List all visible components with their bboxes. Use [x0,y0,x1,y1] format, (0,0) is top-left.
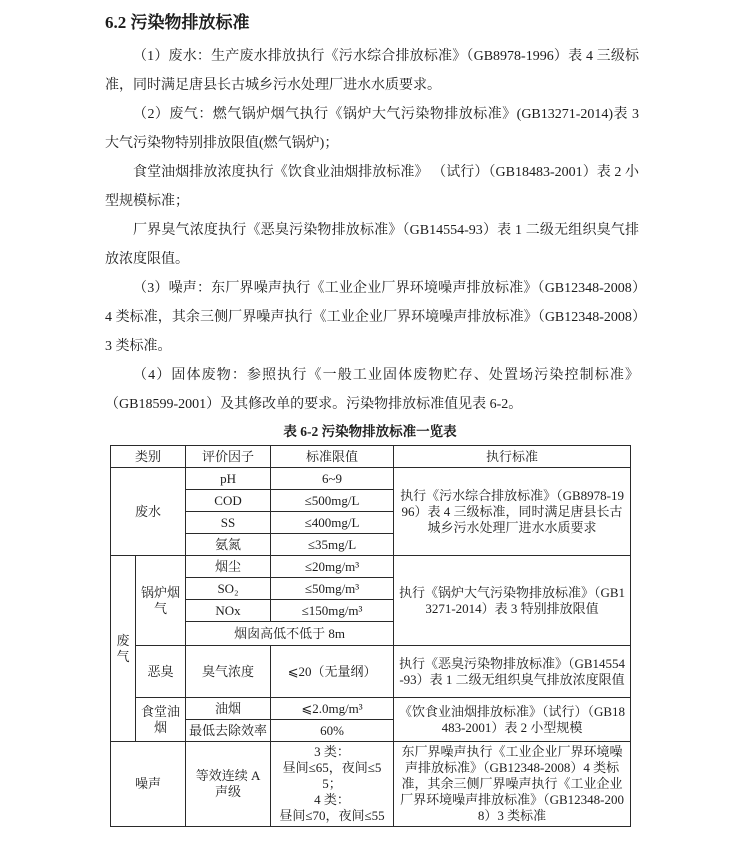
factor-cell-removal-efficiency: 最低去除效率 [186,720,271,742]
factor-cell-so2: SO₂ [186,578,271,600]
category-cell-noise: 噪声 [111,742,186,827]
factor-cell-ammonia: 氨氮 [186,534,271,556]
category-cell-wastewater: 废水 [111,468,186,556]
paragraph-odor: 厂界臭气浓度执行《恶臭污染物排放标准》（GB14554-93）表 1 二级无组织臭气排放浓度限值。 [105,223,639,267]
pollutant-standards-table [110,445,631,827]
header-cell-category: 类别 [111,446,186,468]
limit-cell-nox: ≤150mg/m³ [271,600,394,622]
limit-cell-noise [271,742,394,827]
limit-cell-ammonia: ≤35mg/L [271,534,394,556]
header-cell-standard: 执行标准 [394,446,631,468]
table-row-noise [111,742,631,827]
paragraph-waste-gas: （2）废气：燃气锅炉烟气执行《锅炉大气污染物排放标准》(GB13271-2014)表 3 大气污染物特别排放限值(燃气锅炉)； [105,107,639,151]
paragraph-wastewater: （1）废水：生产废水排放执行《污水综合排放标准》（GB8978-1996）表 4 三级标准，同时满足唐县长古城乡污水处理厂进水水质要求。 [105,49,639,93]
standard-cell-wastewater: 执行《污水综合排放标准》（GB8978-1996）表 4 三级标准，同时满足唐县长古城乡污水处理厂进水水质要求 [394,468,631,556]
header-cell-limit: 标准限值 [271,446,394,468]
noise-limit-line-1: 3 类： [314,744,350,759]
table-header-row [111,446,631,468]
limit-cell-ph: 6~9 [271,468,394,490]
standards-table-section [110,423,630,827]
factor-cell-fume: 油烟 [186,698,271,720]
paragraph-solid-waste: （4）固体废物：参照执行《一般工业固体废物贮存、处置场污染控制标准》（GB18599-2001）及其修改单的要求。污染物排放标准值见表 6-2。 [105,368,639,412]
section-heading: 6.2 污染物排放标准 [105,13,250,32]
subcategory-cell-canteen: 食堂油烟 [136,698,186,742]
limit-cell-cod: ≤500mg/L [271,490,394,512]
factor-cell-odor: 臭气浓度 [186,646,271,698]
factor-cell-cod: COD [186,490,271,512]
factor-cell-noise: 等效连续 A 声级 [186,742,271,827]
subcategory-cell-odor: 恶臭 [136,646,186,698]
table-row-ph [111,468,631,490]
standard-cell-odor: 执行《恶臭污染物排放标准》（GB14554-93）表 1 二级无组织臭气排放浓度限值 [394,646,631,698]
noise-limit-line-4: 昼间≤70，夜间≤55 [279,808,385,823]
table-row-dust [111,556,631,578]
factor-cell-ph: pH [186,468,271,490]
paragraph-noise: （3）噪声：东厂界噪声执行《工业企业厂界环境噪声排放标准》（GB12348-2008）4 类标准，其余三侧厂界噪声执行《工业企业厂界环境噪声排放标准》（GB12348-2008）3 类标准。 [105,281,639,354]
subcategory-cell-boiler: 锅炉烟气 [136,556,186,646]
factor-cell-nox: NOx [186,600,271,622]
category-cell-waste-gas: 废气 [111,556,136,742]
table-title: 表 6-2 污染物排放标准一览表 [283,424,457,439]
paragraph-canteen-fume: 食堂油烟排放浓度执行《饮食业油烟排放标准》 （试行）（GB18483-2001）表 2 小型规模标准； [105,165,639,209]
noise-limit-line-2: 昼间≤65，夜间≤55； [282,760,382,791]
limit-cell-ss: ≤400mg/L [271,512,394,534]
noise-limit-line-3: 4 类： [314,792,350,807]
table-row-odor [111,646,631,698]
limit-cell-dust: ≤20mg/m³ [271,556,394,578]
standard-cell-canteen: 《饮食业油烟排放标准》（试行）（GB18483-2001）表 2 小型规模 [394,698,631,742]
standard-cell-noise: 东厂界噪声执行《工业企业厂界环境噪声排放标准》（GB12348-2008）4 类标准，其余三侧厂界噪声执行《工业企业厂界环境噪声排放标准》（GB12348-2008）3 类标准 [394,742,631,827]
limit-cell-odor: ⩽20（无量纲） [271,646,394,698]
factor-cell-dust: 烟尘 [186,556,271,578]
limit-cell-removal-efficiency: 60% [271,720,394,742]
chimney-note-cell: 烟囱高低不低于 8m [186,622,394,646]
table-row-canteen-fume [111,698,631,720]
header-cell-factor: 评价因子 [186,446,271,468]
limit-cell-so2: ≤50mg/m³ [271,578,394,600]
factor-cell-ss: SS [186,512,271,534]
standard-cell-boiler: 执行《锅炉大气污染物排放标准》（GB13271-2014）表 3 特别排放限值 [394,556,631,646]
limit-cell-fume: ⩽2.0mg/m³ [271,698,394,720]
